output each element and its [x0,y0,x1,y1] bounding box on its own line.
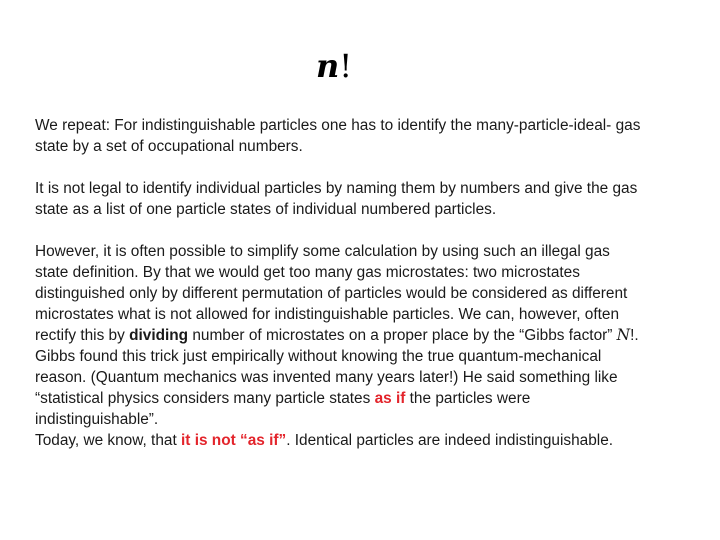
math-variable-n: N [616,326,631,344]
text-line: We repeat: For indistinguishable particles one has to identify the many-particle-ideal- gas [35,117,641,134]
title-factorial: ! [339,47,353,85]
text-line: It is not legal to identify individual particles by naming them by numbers and give the gas [35,180,638,197]
paragraph-gap [35,157,695,178]
text-segment: !. [630,327,639,344]
text-line-conclusion [35,430,695,451]
text-line: state by a set of occupational numbers. [35,138,303,155]
highlight-as-if: as if [374,390,406,407]
text-segment: “statistical physics considers many particle states [35,390,375,407]
text-line-as-if [35,388,695,409]
text-segment: number of microstates on a proper place by the “Gibbs factor” [188,327,617,344]
emphasis-dividing: dividing [129,327,189,344]
text-line: microstates what is not allowed for indistinguishable particles. We can, however, often [35,306,620,323]
text-line: indistinguishable”. [35,411,159,428]
paragraph-gap [35,220,695,241]
text-segment: Today, we know, that [35,432,182,449]
slide-body [35,115,695,451]
text-line: Gibbs found this trick just empirically without knowing the true quantum-mechanical [35,348,602,365]
title-variable: n [315,47,340,85]
text-segment: . Identical particles are indeed indistinguishable. [286,432,614,449]
text-segment: rectify this by [35,327,130,344]
text-line: However, it is often possible to simplify some calculation by using such an illegal gas [35,243,610,260]
text-line: state definition. By that we would get too many gas microstates: two microstates [35,264,580,281]
text-line: reason. (Quantum mechanics was invented many years later!) He said something like [35,369,618,386]
text-line-gibbs-factor [35,325,695,346]
text-segment: the particles were [405,390,531,407]
text-line: state as a list of one particle states of individual numbered particles. [35,201,497,218]
slide-title [0,46,668,86]
text-line: distinguished only by different permutation of particles would be considered as different [35,285,628,302]
highlight-not-as-if: it is not “as if” [181,432,287,449]
